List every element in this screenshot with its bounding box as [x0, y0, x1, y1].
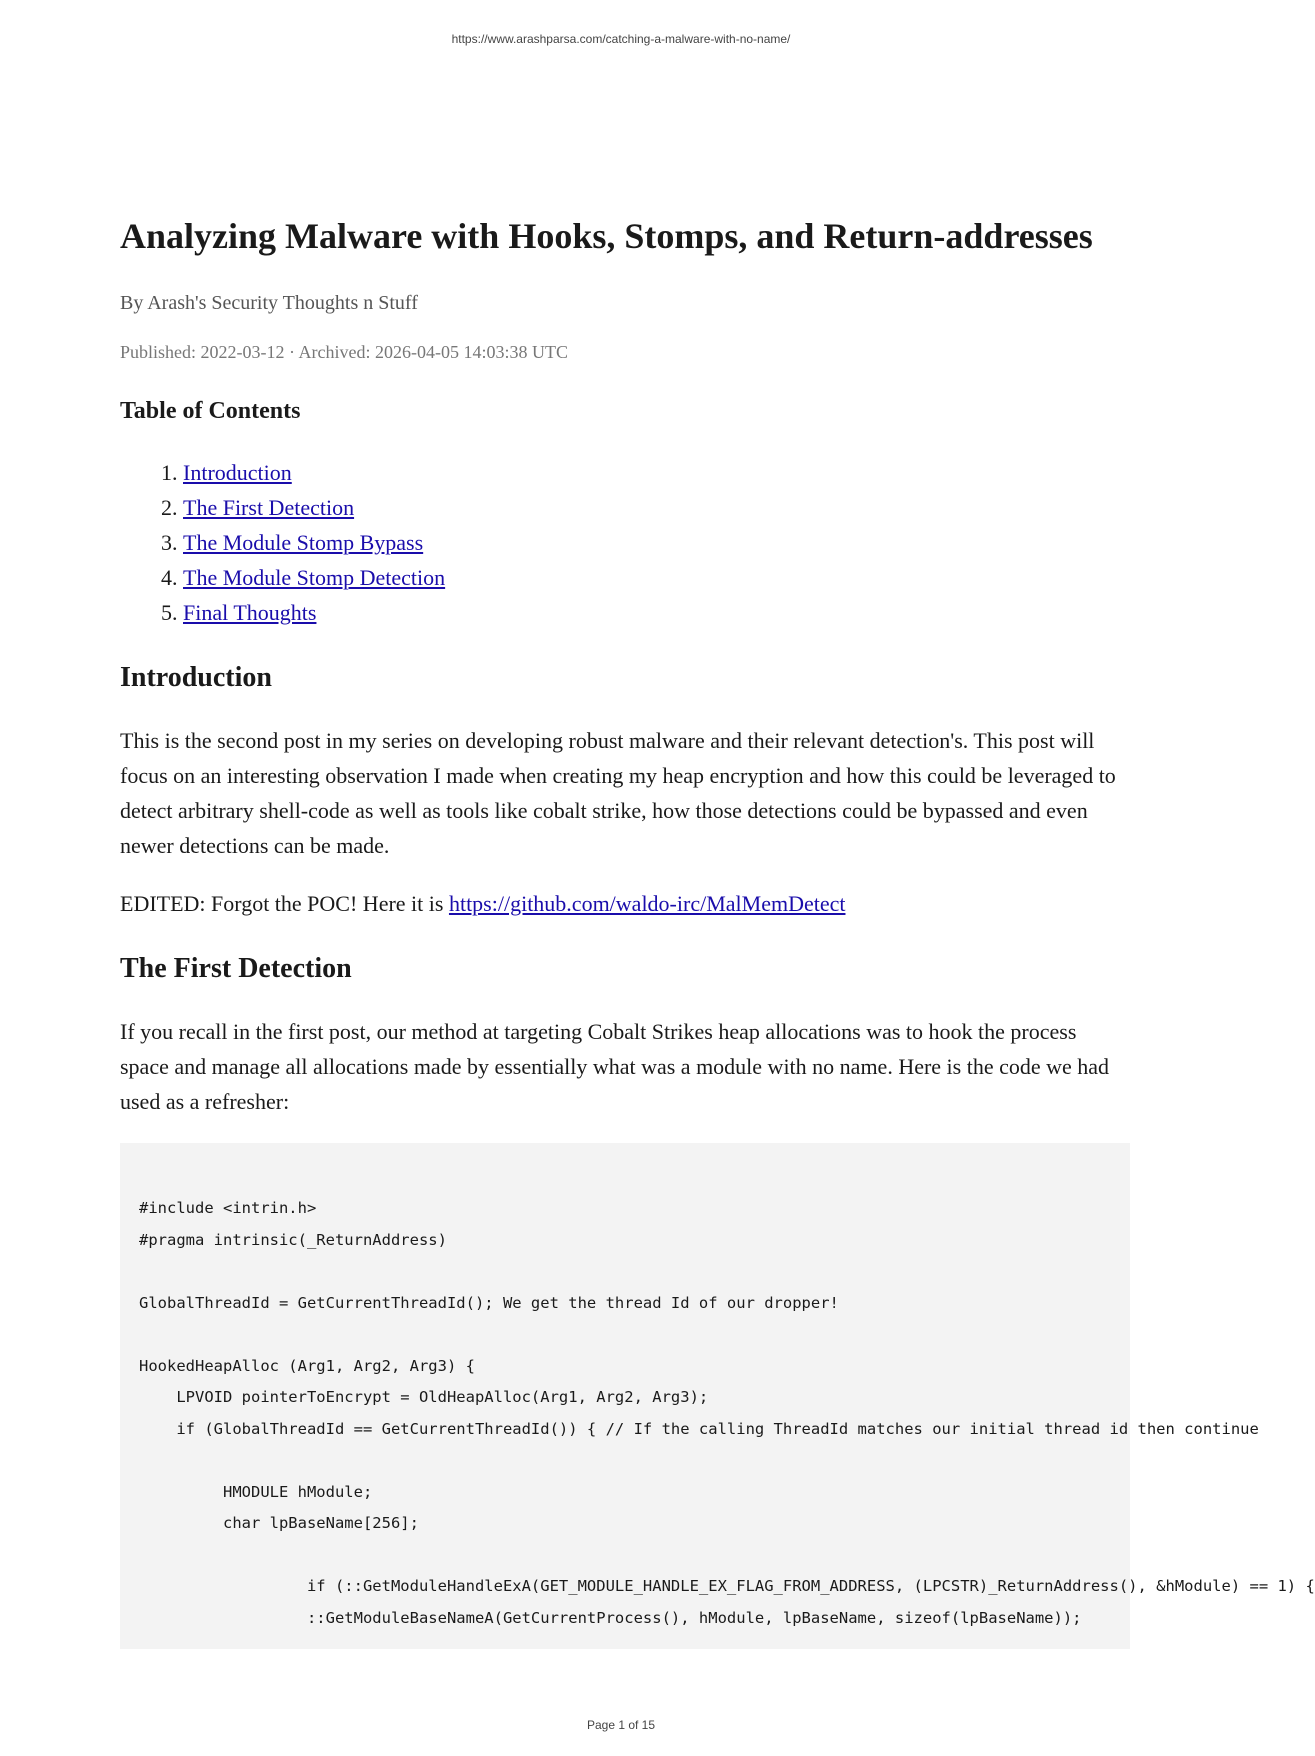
first-detection-heading: The First Detection [120, 953, 352, 984]
toc-link-first-detection[interactable]: The First Detection [183, 495, 355, 520]
code-content [120, 1143, 1315, 1634]
edited-note [120, 886, 1130, 921]
toc-link-module-stomp-bypass[interactable]: The Module Stomp Bypass [183, 530, 424, 555]
toc-item [183, 490, 445, 525]
toc-item [183, 455, 445, 490]
poc-link[interactable]: https://github.com/waldo-irc/MalMemDetect [448, 891, 846, 916]
table-of-contents [120, 455, 445, 630]
article-byline: By Arash's Security Thoughts n Stuff [120, 292, 418, 314]
page-url-header: https://www.arashparsa.com/catching-a-malware-with-no-name/ [451, 32, 791, 46]
edited-note-text: EDITED: Forgot the POC! Here it is [120, 891, 449, 916]
code-line: if (::GetModuleHandleExA(GET_MODULE_HANDLE_EX_FLAG_FROM_ADDRESS, (LPCSTR)_ReturnAddress(), &hModule) == 1) { [139, 1577, 1315, 1595]
toc-link-module-stomp-detection[interactable]: The Module Stomp Detection [183, 565, 446, 590]
page-number: Page 1 of 15 [586, 1718, 656, 1732]
toc-link-final-thoughts[interactable]: Final Thoughts [183, 600, 317, 625]
toc-item [183, 525, 445, 560]
toc-link-introduction[interactable]: Introduction [183, 460, 292, 485]
toc-item [183, 595, 445, 630]
code-line: #pragma intrinsic(_ReturnAddress) [139, 1230, 447, 1249]
code-line: ::GetModuleBaseNameA(GetCurrentProcess(), hModule, lpBaseName, sizeof(lpBaseName)); [139, 1608, 1082, 1627]
code-line: LPVOID pointerToEncrypt = OldHeapAlloc(Arg1, Arg2, Arg3); [139, 1388, 709, 1406]
code-block [120, 1143, 1315, 1649]
code-line: char lpBaseName[256]; [139, 1514, 419, 1532]
introduction-heading: Introduction [120, 662, 272, 693]
toc-item [183, 560, 445, 595]
article-title: Analyzing Malware with Hooks, Stomps, and Return-addresses [120, 216, 1093, 256]
introduction-paragraph: This is the second post in my series on developing robust malware and their relevant detection's. This post will focus on an interesting observation I made when creating my heap encryption and how this could be leveraged to detect arbitrary shell-code as well as tools like cobalt strike, how those detections could be bypassed and even newer detections can be made. [120, 728, 1116, 858]
toc-title: Table of Contents [120, 398, 301, 424]
code-line: if (GlobalThreadId == GetCurrentThreadId()) { // If the calling ThreadId matches our initial thread id then continue [139, 1419, 1259, 1438]
code-line: #include <intrin.h> [139, 1199, 317, 1217]
first-detection-paragraph: If you recall in the first post, our method at targeting Cobalt Strikes heap allocations was to hook the process space and manage all allocations made by essentially what was a module with no name. Here is the code we had used as a refresher: [120, 1019, 1110, 1114]
code-line: HMODULE hModule; [139, 1482, 373, 1501]
code-line: HookedHeapAlloc (Arg1, Arg2, Arg3) { [139, 1356, 475, 1375]
article-published-date: Published: 2022-03-12 · Archived: 2026-04-05 14:03:38 UTC [120, 342, 568, 362]
code-line: GlobalThreadId = GetCurrentThreadId(); We get the thread Id of our dropper! [139, 1293, 839, 1312]
